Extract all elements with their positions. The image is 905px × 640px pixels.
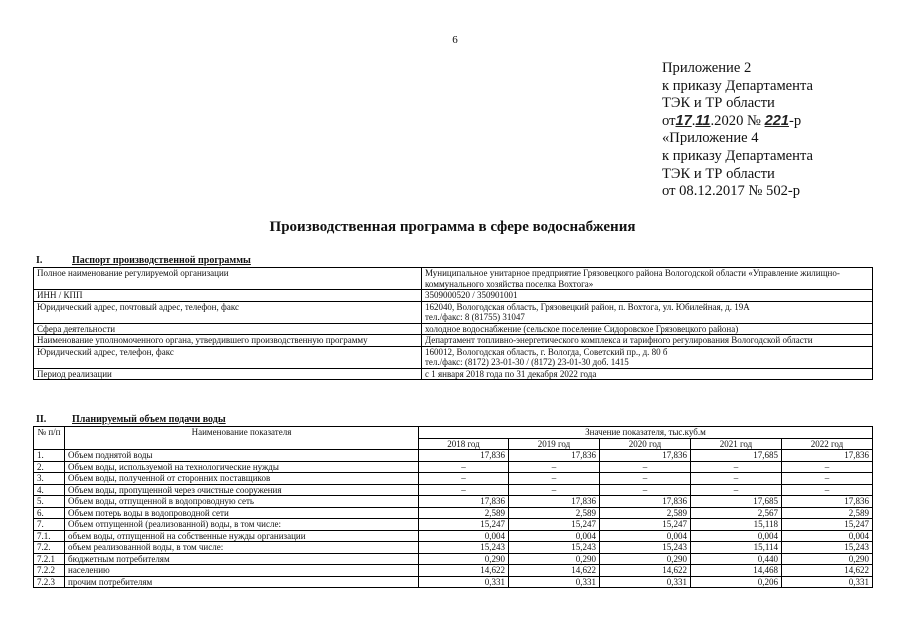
volume-row: [34, 473, 873, 485]
volume-row: [34, 461, 873, 473]
row-code: 2.: [34, 461, 65, 473]
row-value: 0,004: [600, 530, 691, 542]
section-title: Паспорт производственной программы: [72, 255, 251, 266]
row-value: –: [691, 473, 782, 485]
row-value: 0,331: [600, 576, 691, 588]
section-number: I.: [36, 255, 43, 266]
row-value: 0,206: [691, 576, 782, 588]
row-value: 17,836: [419, 450, 509, 462]
row-value: 0,290: [419, 553, 509, 565]
appendix-line: от 08.12.2017 № 502-р: [662, 183, 801, 200]
row-value: 0,331: [419, 576, 509, 588]
row-value: 17,685: [691, 496, 782, 508]
row-value: 17,685: [691, 450, 782, 462]
row-value: 15,118: [691, 519, 782, 531]
passport-value-line: с 1 января 2018 года по 31 декабря 2022 года: [425, 368, 597, 379]
row-code: 7.1.: [34, 530, 65, 542]
appendix-line: ТЭК и ТР области: [662, 165, 775, 182]
row-value: 17,836: [509, 496, 600, 508]
year-header: 2018 год: [419, 438, 509, 450]
order-year: .2020 №: [710, 112, 761, 129]
volume-row: [34, 450, 873, 462]
passport-value: [422, 268, 873, 290]
row-value: 0,290: [509, 553, 600, 565]
row-value: –: [782, 473, 873, 485]
row-value: 14,622: [782, 565, 873, 577]
row-value: –: [509, 484, 600, 496]
row-value: 0,331: [509, 576, 600, 588]
appendix-line: Приложение 2: [662, 60, 752, 76]
row-value: 15,114: [691, 542, 782, 554]
section-number: II.: [36, 414, 47, 425]
row-value: –: [419, 484, 509, 496]
passport-row: [34, 346, 873, 368]
passport-value-line: 162040, Вологодская область, Грязовецкий район, п. Вохтога, ул. Юбилейная, д. 19А: [425, 301, 750, 312]
volume-row: [34, 542, 873, 554]
passport-row: [34, 323, 873, 335]
row-value: 17,836: [782, 496, 873, 508]
passport-value: [422, 301, 873, 323]
row-code: 5.: [34, 496, 65, 508]
row-value: 14,468: [691, 565, 782, 577]
row-value: 15,243: [509, 542, 600, 554]
section-heading-volume: [36, 414, 226, 425]
passport-value: [422, 290, 873, 302]
row-value: –: [509, 473, 600, 485]
passport-row: [34, 290, 873, 302]
appendix-order-line: [662, 113, 892, 131]
passport-row: [34, 301, 873, 323]
handwritten-day: 17: [675, 112, 692, 129]
passport-row: [34, 368, 873, 380]
passport-table: [33, 267, 873, 380]
passport-value-line: тел./факс: 8 (81755) 31047: [425, 312, 525, 322]
passport-value-line: холодное водоснабжение (сельское поселение Сидоровское Грязовецкого района): [425, 323, 739, 334]
row-value: 17,836: [509, 450, 600, 462]
row-value: 17,836: [782, 450, 873, 462]
column-header-number: № п/п: [34, 427, 65, 450]
row-value: –: [782, 484, 873, 496]
row-value: 0,004: [419, 530, 509, 542]
row-code: 7.2.2: [34, 565, 65, 577]
page-number: 6: [452, 34, 458, 46]
row-code: 1.: [34, 450, 65, 462]
passport-label: Сфера деятельности: [34, 323, 422, 335]
row-value: 14,622: [419, 565, 509, 577]
appendix-line: ТЭК и ТР области: [662, 95, 775, 112]
row-value: 17,836: [600, 496, 691, 508]
year-header: 2019 год: [509, 438, 600, 450]
row-code: 4.: [34, 484, 65, 496]
passport-label: Период реализации: [34, 368, 422, 380]
row-name: объем воды, отпущенной на собственные нужды организации: [65, 530, 419, 542]
appendix-line: к приказу Департамента: [662, 77, 813, 94]
year-header: 2021 год: [691, 438, 782, 450]
row-value: –: [600, 473, 691, 485]
row-name: прочим потребителям: [65, 576, 419, 588]
row-code: 3.: [34, 473, 65, 485]
volume-table: [33, 426, 873, 588]
passport-value-line: 160012, Вологодская область, г. Вологда, Советский пр., д. 80 б: [425, 346, 668, 357]
volume-row: [34, 530, 873, 542]
row-value: –: [419, 461, 509, 473]
passport-label: Полное наименование регулируемой организации: [34, 268, 422, 290]
row-value: –: [509, 461, 600, 473]
passport-value-line: 3509000520 / 350901001: [425, 290, 518, 300]
row-name: Объем воды, полученной от сторонних поставщиков: [65, 473, 419, 485]
row-code: 7.2.1: [34, 553, 65, 565]
row-value: –: [600, 484, 691, 496]
passport-value-line: тел./факс: (8172) 23-01-30 / (8172) 23-01-30 доб. 1415: [425, 357, 629, 367]
passport-value-line: Муниципальное унитарное предприятие Грязовецкого района Вологодской области «Управление жилищно-коммунального хозяйства поселка Вохтога»: [425, 268, 840, 289]
passport-value: [422, 335, 873, 347]
row-code: 7.: [34, 519, 65, 531]
volume-row: [34, 484, 873, 496]
appendix-block: [662, 60, 892, 201]
row-value: 17,836: [419, 496, 509, 508]
row-name: бюджетным потребителям: [65, 553, 419, 565]
row-value: –: [419, 473, 509, 485]
row-value: 0,004: [509, 530, 600, 542]
section-title: Планируемый объем подачи воды: [72, 414, 226, 425]
row-value: 14,622: [600, 565, 691, 577]
appendix-line: к приказу Департамента: [662, 147, 813, 164]
passport-label: Наименование уполномоченного органа, утвердившего производственную программу: [34, 335, 422, 347]
row-value: 2,589: [509, 507, 600, 519]
volume-row: [34, 565, 873, 577]
row-value: 15,247: [509, 519, 600, 531]
row-value: 0,290: [600, 553, 691, 565]
volume-row: [34, 553, 873, 565]
volume-row: [34, 519, 873, 531]
order-suffix: -р: [788, 112, 802, 129]
row-code: 7.2.3: [34, 576, 65, 588]
order-date-prefix: от: [662, 112, 676, 129]
row-value: 0,440: [691, 553, 782, 565]
handwritten-month: 11: [695, 112, 711, 129]
year-header: 2020 год: [600, 438, 691, 450]
row-value: 2,589: [419, 507, 509, 519]
row-value: 0,004: [691, 530, 782, 542]
row-name: Объем воды, используемой на технологические нужды: [65, 461, 419, 473]
section-heading-passport: [36, 255, 251, 266]
passport-value: [422, 346, 873, 368]
row-value: 15,243: [782, 542, 873, 554]
order-date-sep: .: [691, 112, 696, 129]
row-value: 15,243: [419, 542, 509, 554]
row-value: 0,290: [782, 553, 873, 565]
year-header: 2022 год: [782, 438, 873, 450]
passport-label: Юридический адрес, почтовый адрес, телефон, факс: [34, 301, 422, 323]
row-name: населению: [65, 565, 419, 577]
handwritten-order-number: 221: [764, 112, 789, 129]
row-value: 2,589: [782, 507, 873, 519]
passport-label: Юридический адрес, телефон, факс: [34, 346, 422, 368]
passport-row: [34, 268, 873, 290]
row-name: Объем воды, пропущенной через очистные сооружения: [65, 484, 419, 496]
row-name: Объем поднятой воды: [65, 450, 419, 462]
appendix-line: «Приложение 4: [662, 130, 759, 147]
row-value: –: [782, 461, 873, 473]
passport-row: [34, 335, 873, 347]
row-value: 0,331: [782, 576, 873, 588]
row-value: 2,567: [691, 507, 782, 519]
row-value: 15,247: [782, 519, 873, 531]
row-value: 15,247: [419, 519, 509, 531]
volume-row: [34, 507, 873, 519]
row-name: Объем отпущенной (реализованной) воды, в том числе:: [65, 519, 419, 531]
row-value: 14,622: [509, 565, 600, 577]
row-code: 7.2.: [34, 542, 65, 554]
row-value: 0,004: [782, 530, 873, 542]
volume-row: [34, 576, 873, 588]
column-header-values: Значение показателя, тыс.куб.м: [419, 427, 873, 439]
row-value: 17,836: [600, 450, 691, 462]
row-value: –: [691, 461, 782, 473]
passport-label: ИНН / КПП: [34, 290, 422, 302]
passport-value: [422, 368, 873, 380]
row-code: 6.: [34, 507, 65, 519]
document-title: Производственная программа в сфере водоснабжения: [269, 219, 636, 235]
row-value: 15,243: [600, 542, 691, 554]
row-value: –: [691, 484, 782, 496]
row-value: –: [600, 461, 691, 473]
passport-value-line: Департамент топливно-энергетического комплекса и тарифного регулирования Вологодской области: [425, 335, 813, 345]
row-name: Объем воды, отпущенной в водопроводную сеть: [65, 496, 419, 508]
row-value: 2,589: [600, 507, 691, 519]
passport-value: [422, 323, 873, 335]
column-header-name: Наименование показателя: [65, 427, 419, 450]
volume-row: [34, 496, 873, 508]
row-name: объем реализованной воды, в том числе:: [65, 542, 419, 554]
row-name: Объем потерь воды в водопроводной сети: [65, 507, 419, 519]
row-value: 15,247: [600, 519, 691, 531]
